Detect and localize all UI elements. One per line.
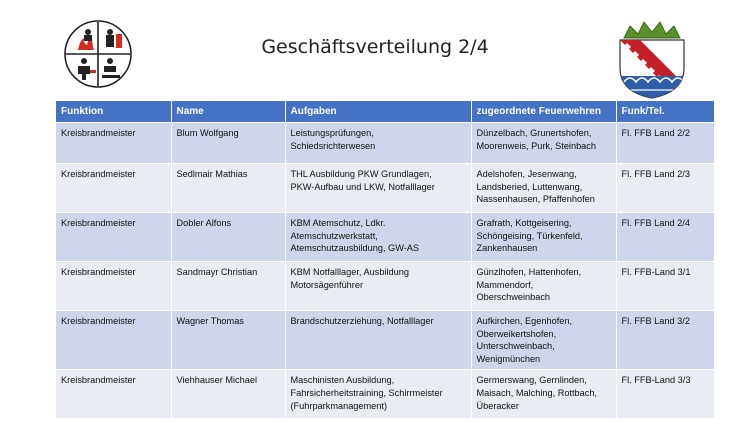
table-row	[56, 213, 714, 262]
cell-funktion: Kreisbrandmeister	[56, 311, 171, 370]
cell-line: Grafrath, Kottgeisering,	[476, 218, 572, 228]
cell-funktion: Kreisbrandmeister	[56, 123, 171, 164]
cell-name: Viehhauser Michael	[171, 370, 285, 419]
district-coat-of-arms-logo	[614, 20, 690, 100]
cell-funktion: Kreisbrandmeister	[56, 164, 171, 213]
cell-name: Sedlmair Mathias	[171, 164, 285, 213]
cell-funk: Fl. FFB Land 3/2	[616, 311, 714, 370]
responsibility-table	[56, 101, 715, 418]
cell-line: Mammendorf,	[476, 279, 534, 290]
cell-feuerwehren	[471, 123, 616, 164]
cell-line: Brandschutzerziehung, Notfalllager	[290, 316, 434, 326]
cell-line: Schöngeising, Türkenfeld,	[476, 230, 583, 241]
table-row	[56, 311, 714, 370]
column-header-funk: Funk/Tel.	[616, 101, 714, 123]
cell-aufgaben	[285, 370, 471, 419]
cell-feuerwehren	[471, 262, 616, 311]
cell-funk: Fl. FFB Land 2/2	[616, 123, 714, 164]
cell-line: Motorsägenführer	[290, 279, 364, 290]
cell-line: KBM Atemschutz, Ldkr.	[290, 218, 386, 228]
cell-line: Aufkirchen, Egenhofen,	[476, 316, 573, 326]
cell-aufgaben	[285, 123, 471, 164]
cell-name: Sandmayr Christian	[171, 262, 285, 311]
cell-line: Maschinisten Ausbildung,	[290, 375, 395, 386]
cell-funktion: Kreisbrandmeister	[56, 370, 171, 419]
cell-funktion: Kreisbrandmeister	[56, 262, 171, 311]
cell-line: (Fuhrparkmanagement)	[290, 400, 388, 411]
table-row	[56, 370, 714, 419]
table-header-row	[56, 101, 714, 123]
cell-feuerwehren	[471, 370, 616, 419]
cell-line: Maisach, Malching, Rottbach,	[476, 387, 598, 398]
cell-line: KBM Notfalllager, Ausbildung	[290, 267, 409, 277]
cell-line: Fahrsicherheitstraining, Schirrmeister	[290, 387, 443, 398]
cell-aufgaben	[285, 164, 471, 213]
column-header-funktion: Funktion	[56, 101, 171, 123]
cell-line: Germerswang, Gernlinden,	[476, 375, 587, 386]
page-title: Geschäftsverteilung 2/4	[261, 36, 489, 58]
cell-line: Überacker	[476, 400, 519, 411]
column-header-feuerwehren: zugeordnete Feuerwehren	[471, 101, 616, 123]
cell-name: Wagner Thomas	[171, 311, 285, 370]
cell-line: Nassenhausen, Pfaffenhofen	[476, 194, 595, 205]
cell-aufgaben	[285, 311, 471, 370]
cell-line: Wenigmünchen	[476, 353, 541, 364]
cell-line: Atemschutzwerkstatt,	[290, 230, 378, 241]
cell-funk: Fl. FFB-Land 3/1	[616, 262, 714, 311]
cell-aufgaben	[285, 213, 471, 262]
table-row	[56, 262, 714, 311]
cell-line: Günzlhofen, Hattenhofen,	[476, 267, 582, 277]
cell-line: Leistungsprüfungen,	[290, 128, 374, 138]
cell-line: Unterschweinbach,	[476, 341, 555, 352]
column-header-name: Name	[171, 101, 285, 123]
column-header-aufgaben: Aufgaben	[285, 101, 471, 123]
cell-funk: Fl. FFB Land 2/3	[616, 164, 714, 213]
table-row	[56, 164, 714, 213]
cell-line: Moorenweis, Purk, Steinbach	[476, 140, 596, 151]
cell-line: Atemschutzausbildung, GW-AS	[290, 243, 420, 254]
cell-funk: Fl. FFB-Land 3/3	[616, 370, 714, 419]
cell-feuerwehren	[471, 213, 616, 262]
cell-line: Oberweikertshofen,	[476, 328, 557, 339]
cell-feuerwehren	[471, 164, 616, 213]
cell-feuerwehren	[471, 311, 616, 370]
cell-name: Dobler Alfons	[171, 213, 285, 262]
cell-line: PKW-Aufbau und LKW, Notfalllager	[290, 181, 435, 192]
cell-line: THL Ausbildung PKW Grundlagen,	[290, 169, 432, 179]
cell-line: Oberschweinbach	[476, 292, 551, 303]
table-row	[56, 123, 714, 164]
cell-line: Zankenhausen	[476, 243, 538, 254]
cell-funk: Fl. FFB Land 2/4	[616, 213, 714, 262]
cell-line: Landsberied, Luttenwang,	[476, 181, 583, 192]
cell-name: Blum Wolfgang	[171, 123, 285, 164]
cell-aufgaben	[285, 262, 471, 311]
cell-line: Adelshofen, Jesenwang,	[476, 169, 577, 179]
cell-funktion: Kreisbrandmeister	[56, 213, 171, 262]
cell-line: Dünzelbach, Grunertshofen,	[476, 128, 592, 138]
cell-line: Schiedsrichterwesen	[290, 140, 376, 151]
